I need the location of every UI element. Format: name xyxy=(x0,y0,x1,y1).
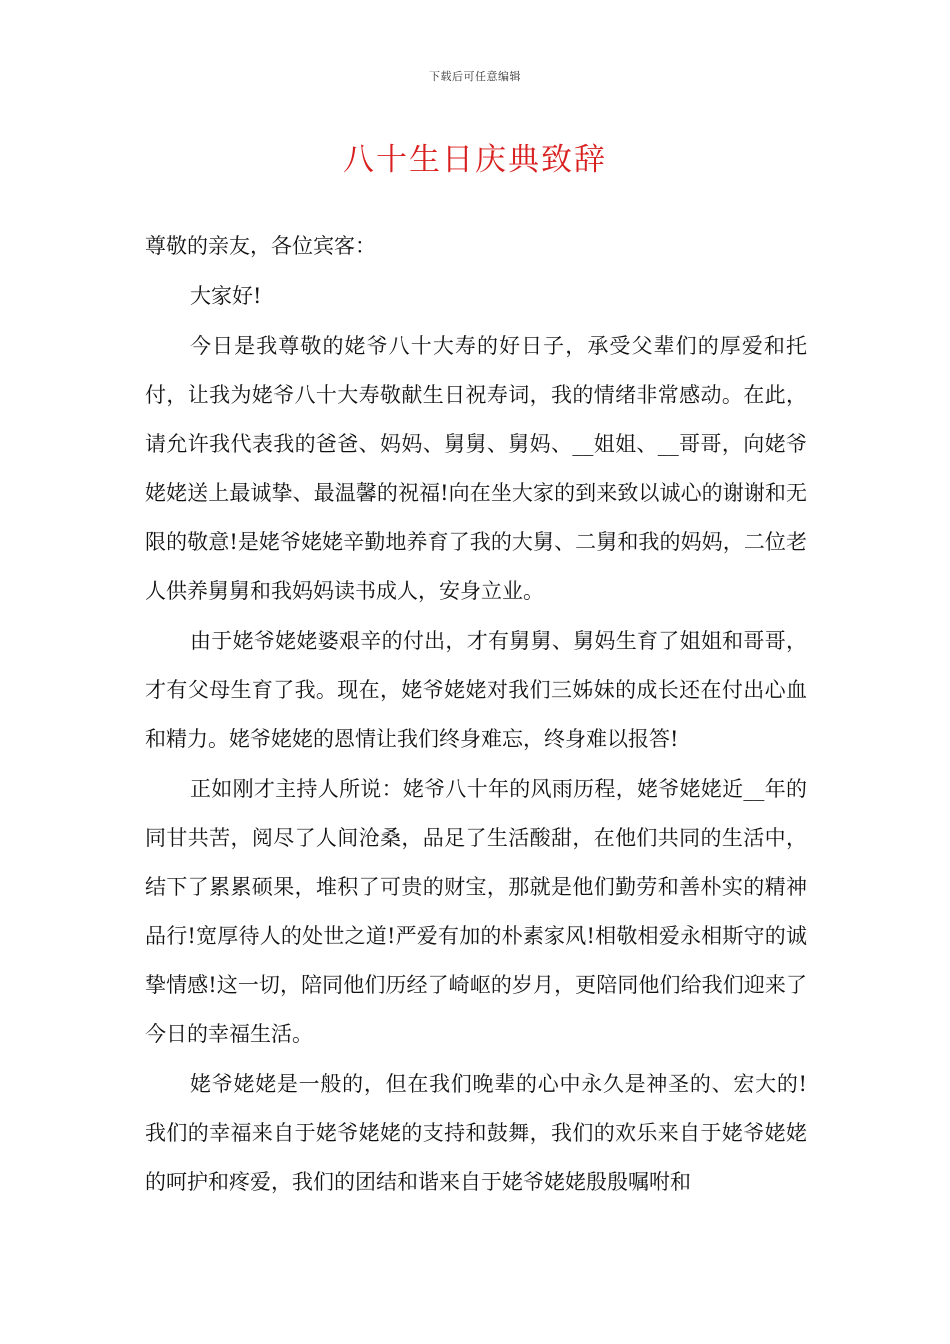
header-note: 下载后可任意编辑 xyxy=(429,70,521,83)
document-body xyxy=(145,222,807,1208)
paragraph: 正如刚才主持人所说：姥爷八十年的风雨历程，姥爷姥姥近__年的同甘共苦，阅尽了人间沧桑，品足了生活酸甜，在他们共同的生活中，结下了累累硕果，堆积了可贵的财宝，那就是他们勤劳和善朴实的精神品行!宽厚待人的处世之道!严爱有加的朴素家风!相敬相爱永相斯守的诚挚情感!这一切，陪同他们历经了崎岖的岁月，更陪同他们给我们迎来了今日的幸福生活。 xyxy=(145,777,807,1046)
greeting: 大家好! xyxy=(190,284,262,308)
salutation: 尊敬的亲友，各位宾客： xyxy=(145,234,376,258)
paragraph: 由于姥爷姥姥婆艰辛的付出，才有舅舅、舅妈生育了姐姐和哥哥，才有父母生育了我。现在，姥爷姥姥对我们三姊妹的成长还在付出心血和精力。姥爷姥姥的恩情让我们终身难忘，终身难以报答! xyxy=(145,629,807,751)
document-title: 八十生日庆典致辞 xyxy=(343,142,607,178)
paragraph: 姥爷姥姥是一般的，但在我们晚辈的心中永久是神圣的、宏大的!我们的幸福来自于姥爷姥姥的支持和鼓舞，我们的欢乐来自于姥爷姥姥的呵护和疼爱，我们的团结和谐来自于姥爷姥姥殷殷嘱咐和 xyxy=(145,1072,807,1194)
paragraph: 今日是我尊敬的姥爷八十大寿的好日子，承受父辈们的厚爱和托付，让我为姥爷八十大寿敬献生日祝寿词，我的情绪非常感动。在此，请允许我代表我的爸爸、妈妈、舅舅、舅妈、__姐姐、__哥哥，向姥爷姥姥送上最诚挚、最温馨的祝福!向在坐大家的到来致以诚心的谢谢和无限的敬意!是姥爷姥姥辛勤地养育了我的大舅、二舅和我的妈妈，二位老人供养舅舅和我妈妈读书成人，安身立业。 xyxy=(145,334,807,603)
